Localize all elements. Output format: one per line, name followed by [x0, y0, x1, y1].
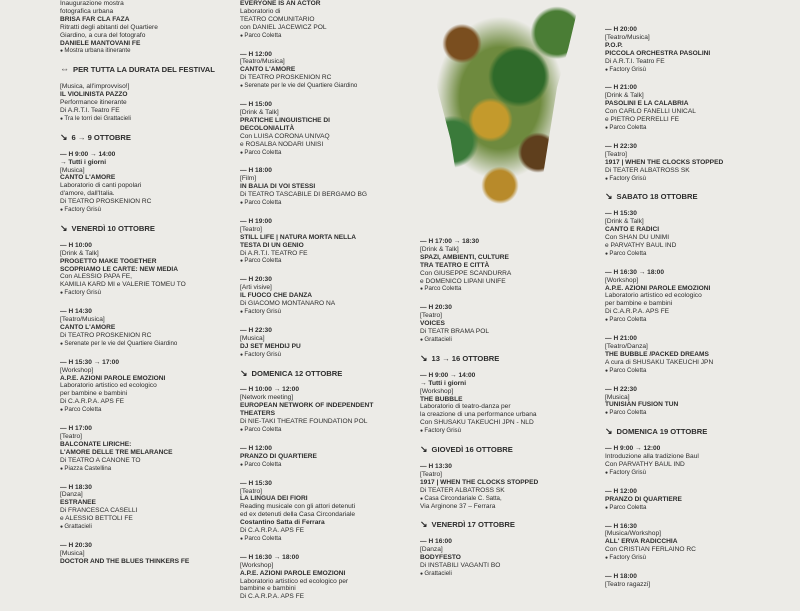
event-artist: Di TEATRO PROSKENION RC — [60, 198, 152, 206]
event-sub: → Tutti i giorni — [420, 379, 467, 387]
event-cat: [Teatro/Musica] — [240, 58, 285, 66]
event — [420, 521, 596, 578]
event — [605, 335, 781, 376]
event-place: ● Tra le torri dei Grattacieli — [60, 115, 236, 124]
event — [605, 523, 781, 564]
event-time: — H 20:30 — [60, 542, 236, 550]
event-title: IL FUOCO CHE DANZA — [240, 292, 313, 300]
event-cat: [Drink & Talk] — [605, 92, 644, 100]
event-time: — H 18:00 — [240, 167, 416, 175]
arrow-icon: ↘ — [240, 367, 248, 378]
event-time: — H 12:00 — [240, 445, 416, 453]
event-desc: d'amore, dall'Italia. — [60, 190, 115, 198]
section-heading — [420, 352, 596, 363]
event-time: — H 22:30 — [605, 386, 781, 394]
event-title: DJ SET MEHDIJ PU — [240, 342, 301, 350]
event — [240, 51, 416, 92]
event-w2: e ROSALBA NODARI UNISI — [240, 140, 324, 148]
event-title: 1917 | WHEN THE CLOCKS STOPPED — [605, 158, 724, 166]
event-cat: [Teatro] — [420, 312, 442, 320]
event-cat: [Drink & Talk] — [420, 245, 459, 253]
event-cat: [Teatro] — [240, 487, 262, 495]
event-title: EVERYONE IS AN ACTOR — [240, 0, 321, 7]
arrow-icon: ↘ — [420, 519, 428, 530]
column-1 — [60, 0, 236, 576]
event — [420, 446, 596, 511]
event — [420, 304, 596, 345]
event-who: Di TEATRO PROSKENION RC — [60, 331, 152, 339]
event-cat: [Teatro/Musica] — [60, 316, 105, 324]
event-place: ● Factory Grisù — [605, 469, 781, 478]
two-way-arrow-icon: ⇔ — [60, 64, 69, 75]
event-title: CANTO E RADICI — [605, 226, 660, 234]
event-t2: DECOLONIALITÀ — [240, 124, 295, 132]
event-d1: Laboratorio artistico ed ecologico — [605, 292, 702, 300]
event-t2: PICCOLA ORCHESTRA PASOLINI — [605, 49, 711, 57]
event-title: P.O.P. — [605, 41, 623, 49]
event-title: PRANZO DI QUARTIERE — [605, 495, 682, 503]
event-title: DOCTOR AND THE BLUES THINKERS FE — [60, 557, 190, 565]
event-who: A cura di SHUSAKU TAKEUCHI JPN — [605, 358, 714, 366]
event-title: BODYFESTO — [420, 554, 461, 562]
event-who: Di A.R.T.I. Teatro FE — [605, 57, 665, 65]
event-t2: L'AMORE DELLE TRE MELARANCE — [60, 448, 173, 456]
section-heading — [60, 66, 236, 74]
event-d3: Costantino Satta di Ferrara — [240, 519, 325, 527]
event-desc1: Laboratorio artistico ed ecologico — [60, 382, 157, 390]
event-canto-amore-lab — [60, 131, 236, 215]
arrow-icon: ↘ — [605, 191, 613, 202]
event-title: PRANZO DI QUARTIERE — [240, 452, 317, 460]
column-2 — [240, 0, 416, 611]
event-t1: EUROPEAN NETWORK OF INDEPENDENT — [240, 402, 374, 410]
event-cat: [Arti visive] — [240, 284, 272, 292]
event-category: [Musica] — [60, 166, 85, 174]
event-desc: Ritratti degli abitanti del Quartiere — [60, 23, 158, 31]
event-cat: [Musica] — [240, 334, 265, 342]
event-place: ● Serenate per le vie del Quartiere Giardino — [60, 340, 236, 349]
event-d2: ed ex detenuti della Casa Circondariale — [240, 511, 356, 519]
event-place: ● Parco Coletta — [240, 426, 416, 435]
event — [605, 573, 781, 589]
event-place: ● Factory Grisù — [240, 351, 416, 360]
event-d1: Reading musicale con gli attori detenuti — [240, 503, 356, 511]
event-place: ● Parco Coletta — [605, 409, 781, 418]
event-time: — H 20:30 — [240, 276, 416, 284]
event-who: Di TEATRO PROSKENION RC — [240, 74, 332, 82]
event-who: Di TEATRO A CANONE TO — [60, 456, 141, 464]
event-time: — H 15:30 → 17:00 — [60, 359, 236, 367]
event-who: Di C.A.R.P.A. APS FE — [240, 593, 305, 601]
event-cat: [Teatro] — [60, 432, 82, 440]
event-time: — H 20:30 — [420, 304, 596, 312]
column-4 — [605, 26, 781, 599]
event-title: IN BALIA DI VOI STESSI — [240, 183, 316, 191]
event — [60, 484, 236, 532]
day-heading — [240, 367, 416, 378]
event-who: Di TEATRO TASCABILE DI BERGAMO BG — [240, 191, 368, 199]
event-time: — H 16:00 — [420, 538, 596, 546]
event-time: — H 10:00 → 12:00 — [240, 386, 416, 394]
event — [60, 242, 236, 298]
event-head: VENERDÌ 10 OTTOBRE — [71, 223, 155, 233]
event-who: Di TEATER ALBATROSS SK — [420, 486, 505, 494]
event — [240, 0, 416, 41]
event — [240, 218, 416, 266]
event-time: — H 9:00 → 14:00 — [420, 372, 596, 380]
event-time: — H 17:00 — [60, 425, 236, 433]
event-time: — H 17:00 → 18:30 — [420, 238, 596, 246]
event-who: Di A.R.T.I. TEATRO FE — [240, 249, 308, 257]
event-time: — H 22:30 — [605, 143, 781, 151]
event — [605, 210, 781, 258]
event-title: A.P.E. AZIONI PAROLE EMOZIONI — [60, 374, 166, 382]
event-place: ● Factory Grisù — [605, 66, 781, 75]
event — [605, 269, 781, 325]
event — [240, 480, 416, 544]
event-desc2: per bambine e bambini — [60, 390, 128, 398]
event-time: — H 16:30 — [605, 523, 781, 531]
event-t2: TRA TEATRO E CITTÀ — [420, 261, 490, 269]
event-category: [Musica, all'improvviso!] — [60, 83, 130, 91]
event-cat: [Teatro/Musica] — [605, 33, 650, 41]
event-t2: THEATERS — [240, 410, 276, 418]
event-place: ● Parco Coletta — [605, 367, 781, 376]
event-w1: Con ALESSIO PAPA FE, — [60, 273, 132, 281]
day-heading — [605, 428, 781, 436]
event-time: — H 18:00 — [605, 573, 781, 581]
event-cat: [Drink & Talk] — [605, 218, 644, 226]
event-cat: [Workshop] — [420, 387, 454, 395]
event-place: ● Parco Coletta — [605, 504, 781, 513]
event-desc2: TEATRO COMUNITARIO — [240, 15, 315, 23]
event-violinista — [60, 66, 236, 123]
event-cat: [Teatro] — [605, 150, 627, 158]
event-place: ● Factory Grisù — [605, 554, 781, 563]
event-who: Con CRISTIAN FERLAINO RC — [605, 546, 696, 554]
event-place: ● Factory Grisù — [60, 289, 236, 298]
event-place: ● Factory Grisù — [605, 175, 781, 184]
event-head: DOMENICA 19 OTTOBRE — [616, 427, 708, 437]
arrow-icon: ↘ — [420, 352, 428, 363]
event-cat: [Teatro] — [420, 470, 442, 478]
event-head: SABATO 18 OTTOBRE — [616, 192, 698, 202]
event — [420, 352, 596, 436]
arrow-icon: ↘ — [420, 444, 428, 455]
event — [240, 327, 416, 360]
event-w1: Con SHAN DU UNIMI — [605, 234, 670, 242]
event-title: CANTO L'AMORE — [60, 324, 116, 331]
event-title: ESTRANEE — [60, 499, 96, 507]
event-time: — H 22:30 — [240, 327, 416, 335]
event-time: — H 9:00 → 12:00 — [605, 445, 781, 453]
event-place: ● Factory Grisù — [60, 206, 236, 215]
event-time: — H 18:30 — [60, 484, 236, 492]
event-cat: [Teatro] — [240, 225, 262, 233]
event — [240, 554, 416, 601]
arrow-icon: ↘ — [605, 426, 613, 437]
event-w1: Con GIUSEPPE SCANDURRA — [420, 269, 512, 277]
event-time: — H 9:00 → 14:00 — [60, 151, 236, 159]
event-title: A.P.E. AZIONI PAROLE EMOZIONI — [240, 569, 346, 577]
event-w2: e ALESSIO BETTOLI FE — [60, 515, 133, 523]
event-who: Di GIACOMO MONTANARO NA — [240, 300, 336, 308]
event — [605, 488, 781, 513]
event-cat: [Workshop] — [240, 561, 274, 569]
event-time: — H 19:00 — [240, 218, 416, 226]
event-d2: la creazione di una performance urbana — [420, 411, 537, 419]
event-place: ● Grattacieli — [420, 570, 596, 579]
event-who: Con SHUSAKU TAKEUCHI JPN - NLD — [420, 419, 534, 427]
event-cat: [Teatro/Danza] — [605, 343, 648, 350]
event-t2: TESTA DI UN GENIO — [240, 241, 304, 249]
event-title: VOICES — [420, 320, 445, 328]
event-head: DOMENICA 12 OTTOBRE — [251, 368, 343, 378]
arrow-icon: ↘ — [60, 131, 68, 142]
event-place: ● Grattacieli — [60, 523, 236, 532]
event-desc: Performance itinerante — [60, 99, 127, 107]
event-cat: [Workshop] — [605, 276, 639, 284]
event — [240, 167, 416, 208]
event-title: A.P.E. AZIONI PAROLE EMOZIONI — [605, 284, 711, 292]
event-w2: e DOMENICO LIPANI UNIFE — [420, 277, 506, 285]
event-head: 6 → 9 OTTOBRE — [71, 132, 131, 142]
event-title: PASOLINI E LA CALABRIA — [605, 100, 689, 108]
event-who: Di C.A.R.P.A. APS FE — [605, 308, 670, 316]
event-artist: DANIELE MANTOVANI FE — [60, 39, 141, 47]
event-time: — H 16:30 → 18:00 — [605, 269, 781, 277]
event-head: PER TUTTA LA DURATA DEL FESTIVAL — [73, 65, 215, 75]
event-w1: Di FRANCESCA CASELLI — [60, 507, 138, 515]
event-title: IL VIOLINISTA PAZZO — [60, 91, 128, 99]
day-heading — [420, 521, 596, 529]
event-time: — H 10:00 — [60, 242, 236, 250]
event-head: VENERDÌ 17 OTTOBRE — [431, 520, 515, 530]
event-place: ● Parco Coletta — [605, 316, 781, 325]
event-title: TUNISIAN FUSION TUN — [605, 401, 679, 409]
event-place: ● Casa Circondariale C. Satta, — [420, 495, 596, 504]
event-who: Con PARVATHY BAUL IND — [605, 460, 685, 468]
event — [605, 143, 781, 184]
event-w2: e PIETRO PERRELLI FE — [605, 116, 680, 124]
event-cat: [Danza] — [420, 546, 443, 554]
event-place: ● Grattacieli — [420, 336, 596, 345]
event — [60, 308, 236, 349]
event-d2: per bambine e bambini — [605, 300, 673, 308]
event-head: 13 → 16 OTTOBRE — [431, 353, 500, 363]
event-desc: Giardino, a cura del fotografo — [60, 31, 146, 39]
event-time: — H 16:30 → 18:00 — [240, 554, 416, 562]
event — [605, 84, 781, 132]
event-time: — H 15:00 — [240, 101, 416, 109]
event-title: CANTO L'AMORE — [240, 66, 296, 74]
event-place: ● Parco Coletta — [240, 461, 416, 470]
event-cat: [Musica] — [60, 549, 85, 557]
event-time: — H 21:00 — [605, 335, 781, 343]
event-cat: [Danza] — [60, 491, 83, 499]
event — [420, 238, 596, 294]
event-cat: [Drink & Talk] — [240, 108, 279, 116]
event-desc: Laboratorio di canti popolari — [60, 182, 142, 190]
event-cat: [Workshop] — [60, 366, 94, 374]
event-place: ● Parco Coletta — [605, 250, 781, 259]
event-who: Di TEATR BRAMA POL — [420, 328, 490, 336]
event-place: ● Parco Coletta — [240, 257, 416, 266]
event-title: CANTO L'AMORE — [60, 174, 116, 182]
event-w1: Con LUISA CORONA UNIVAQ — [240, 132, 330, 140]
arrow-icon: ↘ — [60, 222, 68, 233]
event-time: — H 15:30 — [605, 210, 781, 218]
event-time: — H 13:30 — [420, 463, 596, 471]
event — [60, 359, 236, 415]
event-place: ● Factory Grisù — [420, 427, 596, 436]
event-cat: [Network meeting] — [240, 394, 294, 402]
day-heading — [605, 193, 781, 201]
artwork — [405, 0, 595, 218]
event-cat: [Musica] — [605, 393, 630, 401]
event-place2: Via Arginone 37 – Ferrara — [420, 503, 496, 511]
event — [240, 101, 416, 157]
event-t1: STILL LIFE | NATURA MORTA NELLA — [240, 233, 357, 241]
event-who: con DANIEL JACEWICZ POL — [240, 23, 327, 31]
event-place: ● Parco Coletta — [240, 535, 416, 544]
event — [240, 276, 416, 317]
event — [60, 542, 236, 566]
event-place: ● Parco Coletta — [60, 406, 236, 415]
event-d2: bambine e bambini — [240, 585, 296, 593]
event-title: LA LINGUA DEI FIORI — [240, 495, 308, 503]
event-who: Di C.A.R.P.A. APS FE — [60, 398, 125, 406]
event-time: — H 12:00 — [605, 488, 781, 496]
event-place: ● Parco Coletta — [605, 124, 781, 133]
event-title: BRISA FAR CLA FAZA — [60, 15, 130, 23]
event-note: → Tutti i giorni — [60, 158, 107, 166]
event-cat: [Film] — [240, 175, 257, 183]
event-place: ● Factory Grisù — [240, 308, 416, 317]
column-3 — [420, 238, 596, 589]
event-head: GIOVEDÌ 16 OTTOBRE — [431, 445, 513, 455]
event-place: ● Mostra urbana itinerante — [60, 47, 236, 56]
event-title: 1917 | WHEN THE CLOCKS STOPPED — [420, 478, 539, 486]
event-brisa — [60, 0, 236, 56]
event-desc: fotografica urbana — [60, 7, 114, 15]
event-title: ALL' ERVA RADICCHIA — [605, 538, 678, 546]
event — [240, 386, 416, 434]
event-w2: KAMILIA KARD MI e VALERIE TOMEU TO — [60, 281, 186, 289]
day-heading — [420, 446, 596, 454]
event-t1: PROGETTO MAKE TOGETHER — [60, 257, 157, 265]
event-d1: Laboratorio artistico ed ecologico per — [240, 577, 349, 585]
event-cat: [Teatro ragazzi] — [605, 580, 651, 588]
event-place: ● Serenate per le vie del Quartiere Giardino — [240, 82, 416, 91]
section-heading — [60, 131, 236, 142]
event-w2: e PARVATHY BAUL IND — [605, 241, 677, 249]
event-time: — H 15:30 — [240, 480, 416, 488]
event-place: ● Parco Coletta — [420, 285, 596, 294]
event-place: ● Parco Coletta — [240, 32, 416, 41]
event — [605, 445, 781, 478]
event-who: Di NIE-TAKI THEATRE FOUNDATION POL — [240, 418, 368, 426]
event-cat: [Drink & Talk] — [60, 249, 99, 257]
event-t1: PRATICHE LINGUISTICHE DI — [240, 116, 330, 124]
event-place: ● Piazza Castellina — [60, 465, 236, 474]
event — [605, 386, 781, 419]
event-w1: Con CARLO FANELLI UNICAL — [605, 108, 696, 116]
event-t1: SPAZI, AMBIENTI, CULTURE — [420, 253, 509, 261]
day-heading — [60, 222, 236, 233]
event-title: THE BUBBLE — [420, 395, 463, 403]
event-who: Di C.A.R.P.A. APS FE — [240, 527, 305, 535]
event-place: ● Parco Coletta — [240, 149, 416, 158]
event-place: ● Parco Coletta — [240, 199, 416, 208]
event-d1: Laboratorio di teatro-danza per — [420, 403, 511, 411]
event-desc: Laboratorio di — [240, 7, 281, 15]
event — [605, 26, 781, 74]
event-who: Di INSTABILI VAGANTI BO — [420, 562, 501, 569]
event-cat: [Musica/Workshop] — [605, 530, 661, 538]
event-artist: Di A.R.T.I. Teatro FE — [60, 106, 120, 114]
event-d1: Introduzione alla tradizione Baul — [605, 453, 699, 461]
event-who: Di TEATER ALBATROSS SK — [605, 166, 690, 174]
event — [60, 425, 236, 473]
event-time: — H 12:00 — [240, 51, 416, 59]
event-title: THE BUBBLE /PACKED DREAMS — [605, 350, 709, 358]
event — [240, 445, 416, 470]
event-desc: Inaugurazione mostra — [60, 0, 124, 7]
event-time: — H 21:00 — [605, 84, 781, 92]
event-time: — H 20:00 — [605, 26, 781, 34]
event-t1: BALCONATE LIRICHE: — [60, 440, 132, 448]
event-time: — H 14:30 — [60, 308, 236, 316]
event-t2: SCOPRIAMO LE CARTE: NEW MEDIA — [60, 265, 178, 273]
